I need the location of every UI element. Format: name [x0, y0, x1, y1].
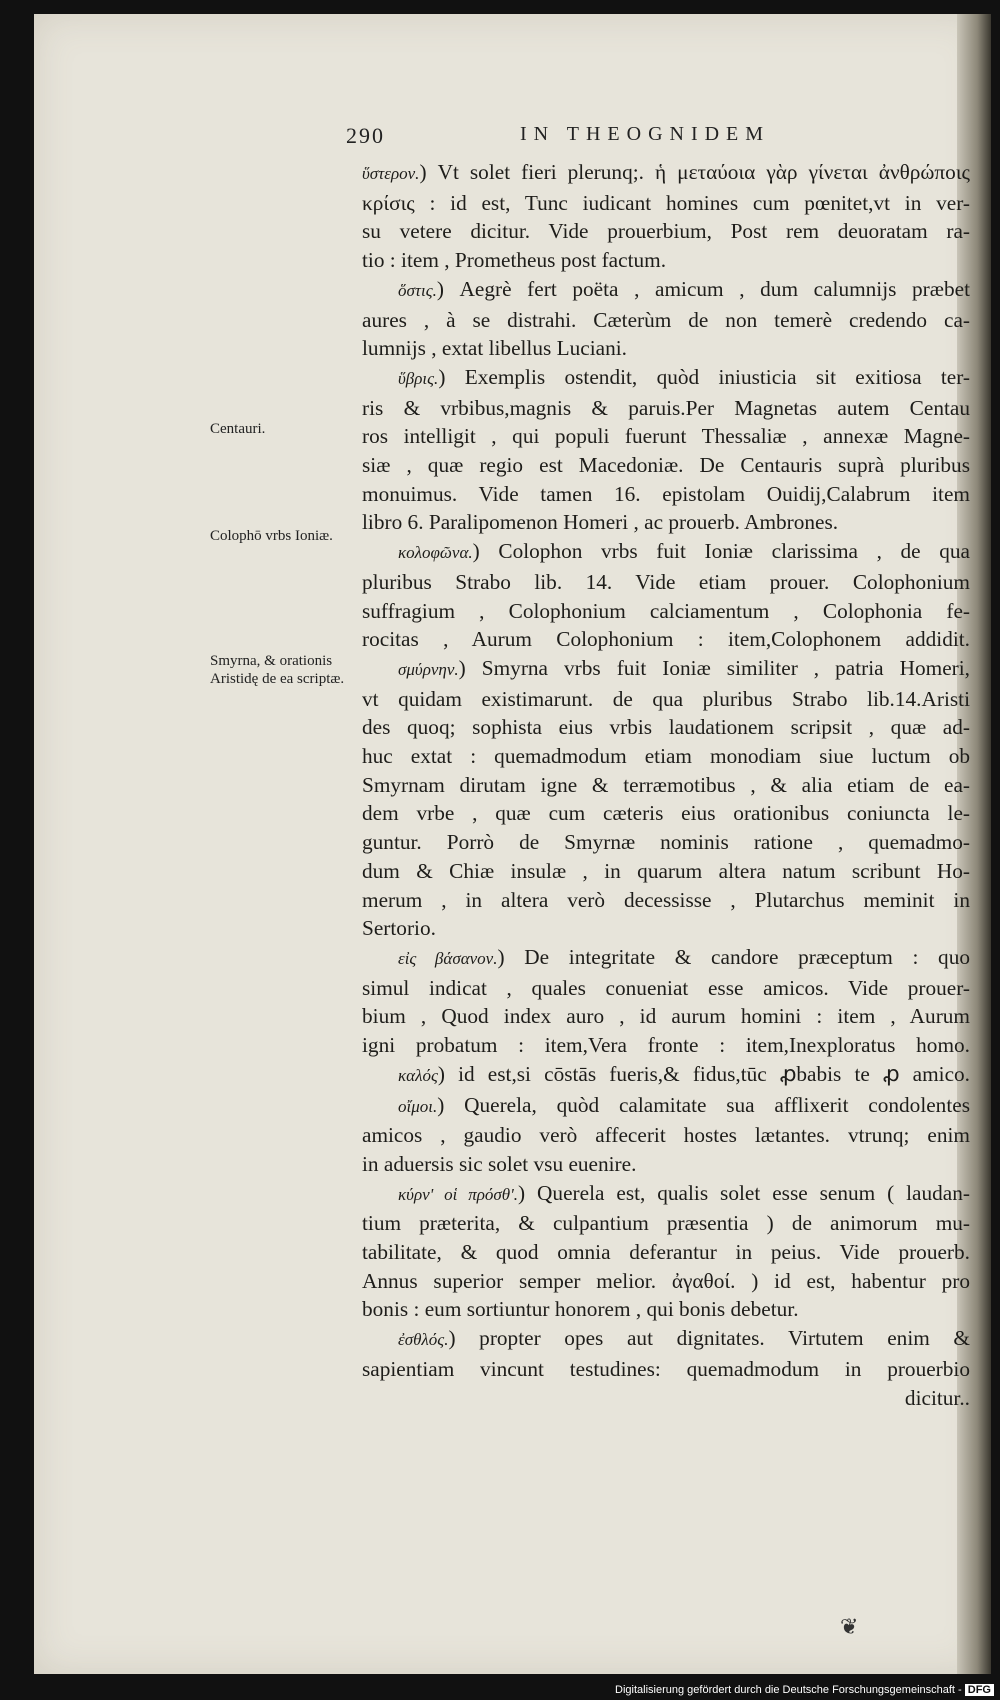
footer-text: Digitalisierung gefördert durch die Deutsche Forschungsgemeinschaft -	[615, 1684, 962, 1696]
line-text: ) Vt solet fieri plerunq;. ἡ μεταύοια γὰρ γίνεται ἀνθρώποις	[419, 160, 970, 184]
line-text: merum , in altera verò decessisse , Plutarchus meminit in	[362, 887, 970, 912]
margin-note-colophon: Colophō vrbs Ioniæ.	[210, 528, 333, 544]
text-line	[362, 1355, 970, 1384]
line-text: ) Colophon vrbs fuit Ioniæ clarissima , de qua	[472, 539, 970, 564]
line-text: ) propter opes aut dignitates. Virtutem enim &	[448, 1326, 970, 1351]
text-line	[362, 1031, 970, 1060]
line-text: ros intelligit , qui populi fuerunt Thessaliæ , annexæ Magne-	[362, 424, 970, 449]
line-text: ) Querela, quòd calamitate sua afflixerit condolentes	[437, 1092, 970, 1117]
running-head-title: IN THEOGNIDEM	[520, 123, 771, 145]
line-text: des quoq; sophista eius vrbis laudationem scripsit , quæ ad-	[362, 715, 970, 740]
line-text: lumnijs , extat libellus Luciani.	[362, 336, 627, 361]
line-text: igni probatum : item,Vera fronte : item,Inexploratus homo.	[362, 1033, 970, 1058]
text-line	[362, 1267, 970, 1296]
greek-lemma: κολοφῶνα.	[398, 543, 473, 563]
greek-lemma: ὕστερον.	[362, 164, 420, 183]
text-line	[362, 799, 970, 828]
line-text: Sertorio.	[362, 916, 436, 941]
text-line	[362, 1238, 970, 1267]
text-line	[362, 974, 970, 1003]
greek-lemma: κύρν' οἱ πρόσθ'.	[398, 1184, 519, 1204]
text-line	[362, 1091, 970, 1122]
line-text: Annus superior semper melior. ἀγαθοί. ) id est, habentur pro	[362, 1268, 970, 1293]
text-line	[362, 246, 970, 275]
text-line	[362, 914, 970, 943]
text-line	[362, 451, 970, 480]
line-text: pluribus Strabo lib. 14. Vide etiam prouer. Colophonium	[362, 569, 970, 594]
text-line	[362, 508, 970, 537]
line-text: ) Exemplis ostendit, quòd iniusticia sit exitiosa ter-	[438, 364, 970, 389]
text-line	[362, 886, 970, 915]
line-text: ) id est,si cōstās fueris,& fidus,tūc ꝓbabis te ꝓ amico.	[437, 1061, 970, 1086]
greek-lemma: ὅστις.	[398, 280, 437, 300]
text-line	[362, 597, 970, 626]
text-line	[362, 334, 970, 363]
greek-lemma: καλός	[398, 1065, 438, 1085]
line-text: Smyrnam dirutam igne & terræmotibus , & alia etiam de ea-	[362, 772, 970, 797]
dfg-logo: DFG	[965, 1684, 994, 1696]
greek-lemma: οἴμοι.	[398, 1096, 438, 1116]
text-line	[362, 422, 970, 451]
line-text: bonis : eum sortiuntur honorem , qui bonis debetur.	[362, 1297, 799, 1322]
ornament-icon: ❦	[840, 1614, 859, 1639]
text-line	[362, 1324, 970, 1355]
text-line	[362, 1121, 970, 1150]
text-line	[362, 685, 970, 714]
text-line	[362, 275, 970, 306]
line-text: guntur. Porrò de Smyrnæ nominis ratione , quemadmo-	[362, 830, 970, 855]
line-text: ) Querela est, qualis solet esse senum ( laudan-	[518, 1180, 970, 1205]
line-text: simul indicat , quales conueniat esse amicos. Vide prouer-	[362, 975, 970, 1000]
line-text: bium , Quod index auro , id aurum homini : item , Aurum	[362, 1004, 970, 1029]
final-line: dicitur..	[904, 1385, 970, 1410]
line-text: vt quidam existimarunt. de qua pluribus Strabo lib.14.Aristi	[362, 686, 970, 711]
text-line	[362, 394, 970, 423]
line-text: ) Smyrna vrbs fuit Ioniæ similiter , patria Homeri,	[458, 655, 970, 680]
text-line	[362, 568, 970, 597]
line-text: rocitas , Aurum Colophonium : item,Colophonem addidit.	[362, 627, 970, 652]
commentary-text	[362, 158, 970, 1412]
greek-lemma: ἐσθλός.	[398, 1330, 449, 1350]
text-line	[362, 1179, 970, 1210]
text-line	[362, 1060, 970, 1091]
text-line	[362, 537, 970, 568]
text-line	[362, 828, 970, 857]
line-text: ris & vrbibus,magnis & paruis.Per Magnetas autem Centau	[362, 395, 970, 420]
text-line	[362, 306, 970, 335]
line-text: huc extat : quemadmodum etiam monodiam siue luctum ob	[362, 744, 970, 769]
line-text: tium præterita, & culpantium præsentia ) de animorum mu-	[362, 1211, 970, 1236]
line-text: su vetere dicitur. Vide prouerbium, Post rem deuoratam ra-	[362, 219, 970, 244]
line-text: aures , à se distrahi. Cæterùm de non temerè credendo ca-	[362, 307, 970, 332]
line-text: siæ , quæ regio est Macedoniæ. De Centauris suprà pluribus	[362, 453, 970, 478]
margin-note-centauri: Centauri.	[210, 421, 266, 437]
digitization-footer	[615, 1684, 994, 1696]
text-line	[362, 1209, 970, 1238]
line-text: ) De integritate & candore præceptum : quo	[497, 944, 970, 969]
text-line	[362, 1150, 970, 1179]
line-text: suffragium , Colophonium calciamentum , Colophonia fe-	[362, 598, 970, 623]
line-text: tio : item , Prometheus post factum.	[362, 248, 667, 273]
greek-lemma: ὕβρις.	[398, 368, 439, 388]
line-text: amicos , gaudio verò affecerit hostes lætantes. vtrunq; enim	[362, 1123, 970, 1148]
text-line	[362, 217, 970, 246]
line-text: dum & Chiæ insulæ , in quarum altera natum scribunt Ho-	[362, 858, 970, 883]
text-line	[362, 654, 970, 685]
text-line	[362, 1002, 970, 1031]
text-line	[362, 1295, 970, 1324]
margin-note-smyrna: Smyrna, & orationis Aristidę de ea scriptæ.	[210, 653, 345, 687]
line-text: sapientiam vincunt testudines: quemadmodum in prouerbio	[362, 1356, 970, 1381]
text-line	[362, 363, 970, 394]
greek-lemma: σμύρνην.	[398, 659, 459, 679]
page-number: 290	[346, 123, 385, 148]
text-line	[362, 857, 970, 886]
text-line	[362, 625, 970, 654]
line-text: κρίσις : id est, Tunc iudicant homines cum pœnitet,vt in ver-	[362, 190, 970, 215]
line-text: in aduersis sic solet vsu euenire.	[362, 1151, 637, 1176]
text-line	[362, 742, 970, 771]
line-text: tabilitate, & quod omnia deferantur in peius. Vide prouerb.	[362, 1240, 970, 1265]
text-line	[362, 480, 970, 509]
line-text: ) Aegrè fert poëta , amicum , dum calumnijs præbet	[436, 276, 970, 301]
text-line	[362, 771, 970, 800]
line-text: monuimus. Vide tamen 16. epistolam Ouidij,Calabrum item	[362, 481, 970, 506]
line-text: dem vrbe , quæ cum cæteris eius orationibus coniuncta le-	[362, 801, 970, 826]
text-line	[362, 189, 970, 218]
greek-lemma: εἰς βάσανον.	[398, 948, 498, 968]
line-text: libro 6. Paralipomenon Homeri , ac prouerb. Ambrones.	[362, 510, 839, 535]
text-line	[362, 943, 970, 974]
text-line	[362, 713, 970, 742]
text-line	[362, 158, 970, 189]
